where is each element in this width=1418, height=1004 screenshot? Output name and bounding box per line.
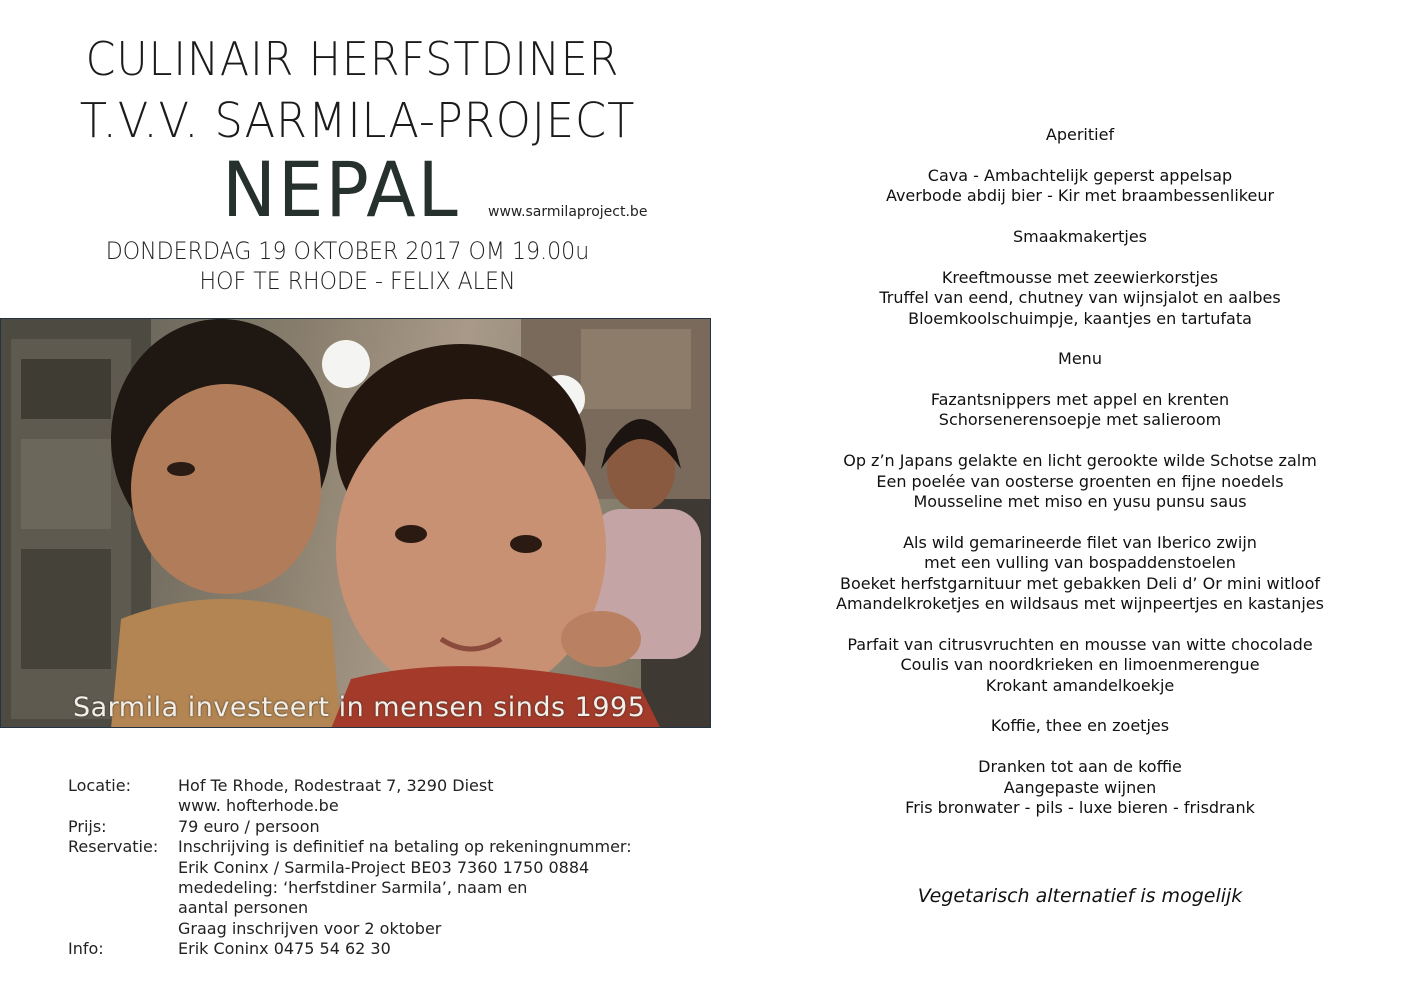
menu-line: Parfait van citrusvruchten en mousse van witte chocolade xyxy=(847,634,1313,654)
menu-spacer xyxy=(780,207,1380,227)
menu-line: Koffie, thee en zoetjes xyxy=(990,716,1170,736)
info-value: mededeling: ‘herfstdiner Sarmila’, naam en xyxy=(178,878,528,898)
menu-spacer xyxy=(780,247,1380,267)
info-label xyxy=(68,858,178,878)
menu-spacer xyxy=(780,370,1380,390)
info-value: aantal personen xyxy=(178,898,309,918)
title-nepal: NEPAL xyxy=(222,145,460,234)
menu-spacer xyxy=(780,145,1380,165)
info-row xyxy=(68,878,688,898)
menu-spacer xyxy=(780,431,1380,451)
menu-line: Mousseline met miso en yusu punsu saus xyxy=(913,492,1247,512)
menu-line: Bloemkoolschuimpje, kaantjes en tartufata xyxy=(908,308,1252,328)
info-value: Inschrijving is definitief na betaling op rekeningnummer: xyxy=(178,837,632,857)
info-label xyxy=(68,796,178,816)
menu-line: Fris bronwater - pils - luxe bieren - frisdrank xyxy=(905,797,1255,817)
info-label: Locatie: xyxy=(68,776,131,795)
children-photo xyxy=(0,318,711,728)
menu-line: Menu xyxy=(1058,349,1102,369)
menu-spacer xyxy=(780,737,1380,757)
menu-line: Dranken tot aan de koffie xyxy=(978,757,1182,777)
info-row xyxy=(68,837,688,857)
info-label xyxy=(68,919,178,939)
event-date: DONDERDAG 19 OKTOBER 2017 OM 19.00u xyxy=(105,237,590,265)
info-row xyxy=(68,858,688,878)
photo-caption: Sarmila investeert in mensen sinds 1995 xyxy=(73,692,646,723)
menu-spacer xyxy=(780,614,1380,634)
menu-line: Amandelkroketjes en wildsaus met wijnpeertjes en kastanjes xyxy=(836,593,1324,613)
menu-line: met een vulling van bospaddenstoelen xyxy=(924,553,1236,573)
title-line-2: T.V.V. SARMILA-PROJECT xyxy=(79,93,636,149)
info-value: Graag inschrijven voor 2 oktober xyxy=(178,918,442,938)
info-value: Hof Te Rhode, Rodestraat 7, 3290 Diest xyxy=(178,776,494,795)
event-venue: HOF TE RHODE - FELIX ALEN xyxy=(199,267,516,295)
menu-line: Aangepaste wijnen xyxy=(1003,777,1157,797)
info-row xyxy=(68,939,688,959)
menu-line: Kreeftmousse met zeewierkorstjes xyxy=(941,267,1219,287)
menu-line: Als wild gemarineerde filet van Iberico zwijn xyxy=(903,532,1257,552)
menu-line: Fazantsnippers met appel en krenten xyxy=(930,390,1230,410)
info-row xyxy=(68,919,688,939)
info-label xyxy=(68,878,178,898)
website-link[interactable]: www.sarmilaproject.be xyxy=(488,204,648,220)
menu-line: Boeket herfstgarnituur met gebakken Deli d’ Or mini witloof xyxy=(839,573,1321,593)
menu-line: Schorsenerensoepje met salieroom xyxy=(938,410,1222,430)
info-label xyxy=(68,898,178,918)
info-value: Erik Coninx 0475 54 62 30 xyxy=(178,939,391,959)
menu-line: Aperitief xyxy=(1045,125,1115,144)
dinner-menu xyxy=(780,125,1380,818)
menu-line: Smaakmakertjes xyxy=(1012,226,1148,246)
info-row xyxy=(68,776,688,796)
info-row xyxy=(68,796,688,816)
info-label: Prijs: xyxy=(68,816,107,836)
menu-spacer xyxy=(780,329,1380,349)
info-value: 79 euro / persoon xyxy=(178,816,320,836)
photo-illustration xyxy=(1,319,711,728)
menu-spacer xyxy=(780,512,1380,532)
title-line-1: CULINAIR HERFSTDINER xyxy=(85,32,620,86)
event-info-table xyxy=(68,776,688,960)
info-label: Info: xyxy=(68,939,104,959)
menu-line: Coulis van noordkrieken en limoenmerengue xyxy=(900,655,1260,675)
vegetarian-note: Vegetarisch alternatief is mogelijk xyxy=(917,885,1243,907)
menu-line: Krokant amandelkoekje xyxy=(985,675,1175,695)
info-value: www. hofterhode.be xyxy=(178,796,339,816)
menu-spacer xyxy=(780,696,1380,716)
menu-line: Averbode abdij bier - Kir met braambessenlikeur xyxy=(885,186,1275,206)
info-value: Erik Coninx / Sarmila-Project BE03 7360 1750 0884 xyxy=(178,857,590,877)
menu-line: Truffel van eend, chutney van wijnsjalot en aalbes xyxy=(879,288,1281,308)
info-row xyxy=(68,817,688,837)
info-row xyxy=(68,898,688,918)
menu-line: Cava - Ambachtelijk geperst appelsap xyxy=(927,165,1233,185)
menu-line: Op z’n Japans gelakte en licht gerookte wilde Schotse zalm xyxy=(843,451,1317,471)
info-label: Reservatie: xyxy=(68,837,159,857)
menu-line: Een poelée van oosterse groenten en fijne noedels xyxy=(876,471,1284,491)
